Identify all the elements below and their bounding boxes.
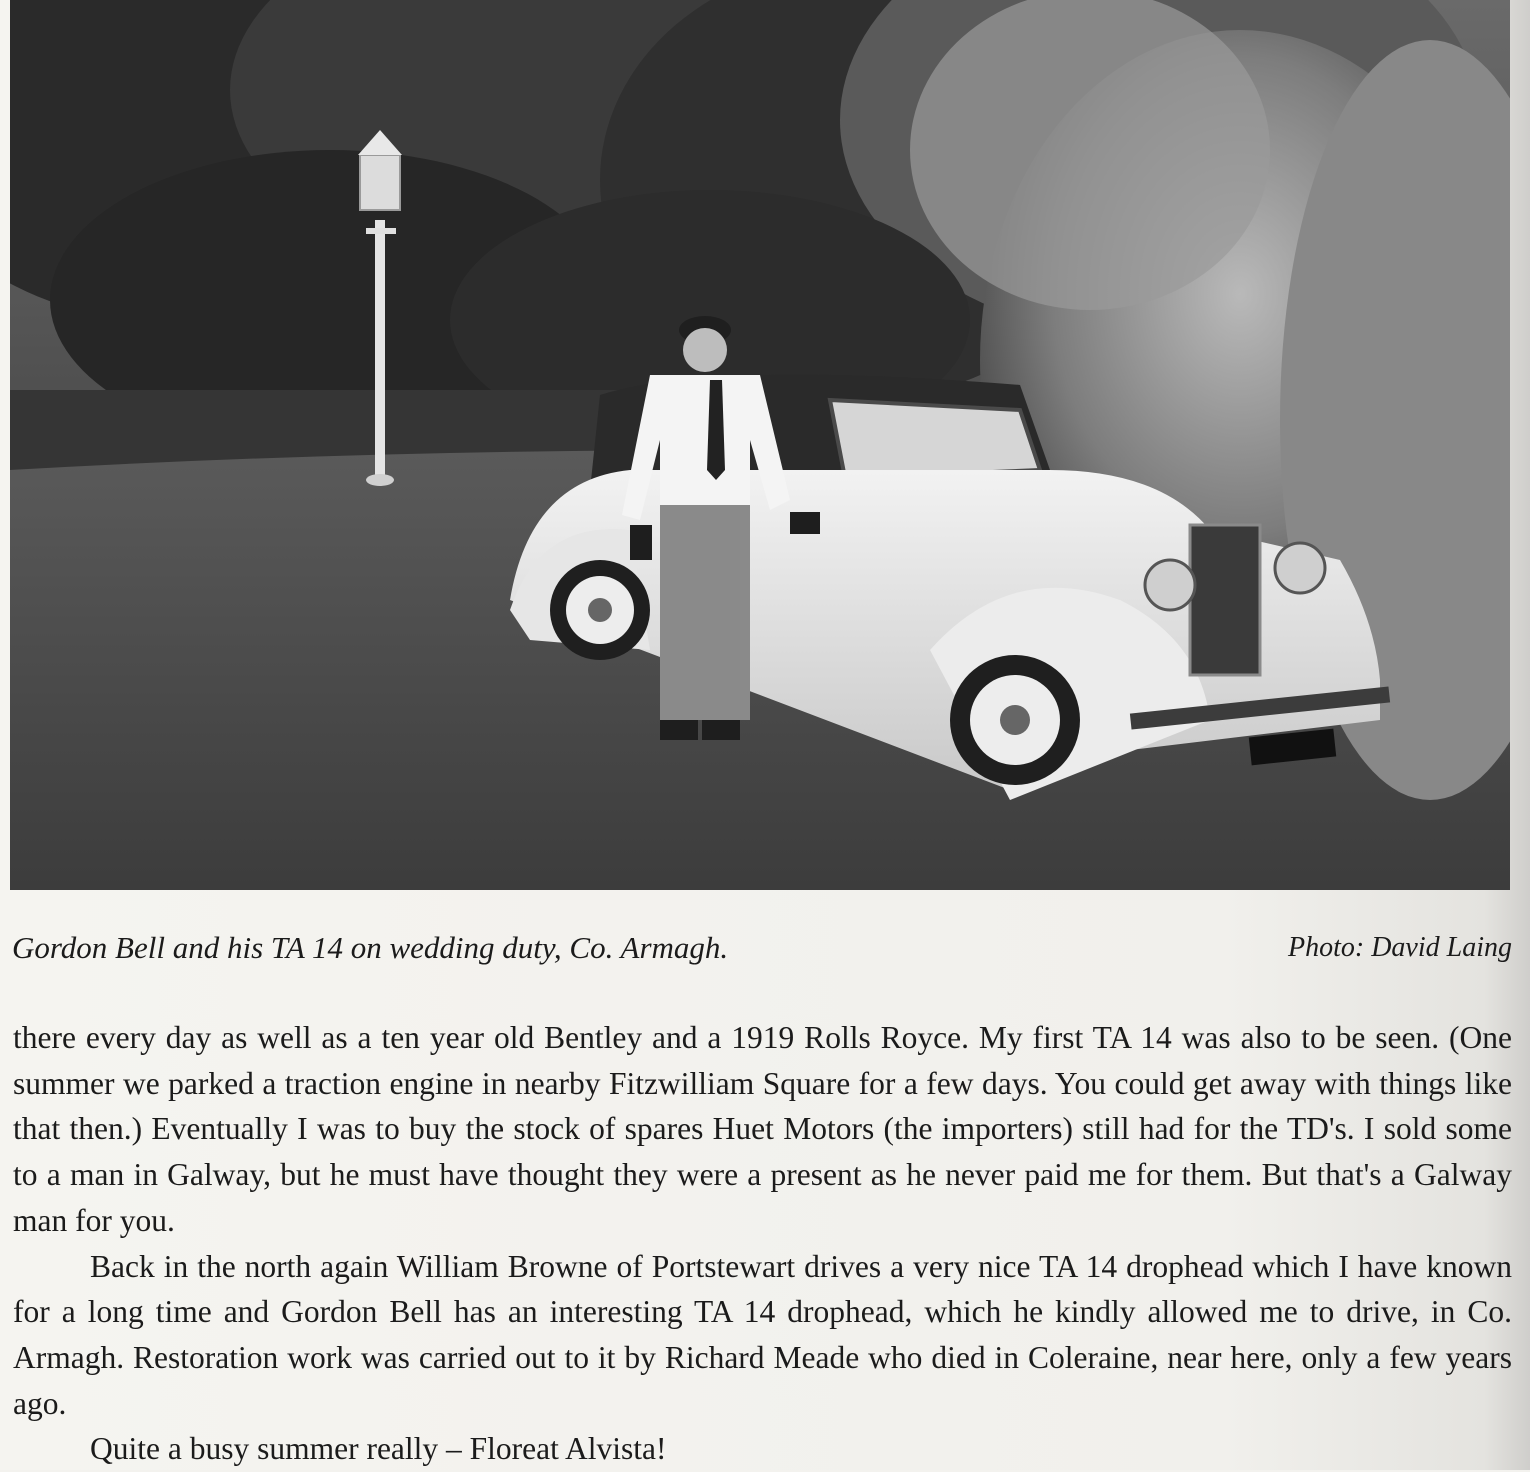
photo-caption: Gordon Bell and his TA 14 on wedding duty, Co. Armagh.: [12, 930, 729, 965]
photo-illustration: [10, 0, 1510, 890]
article-paragraph: Back in the north again William Browne of Portstewart drives a very nice TA 14 drophead which I have known for a long time and Gordon Bell has an interesting TA 14 drophead, which he kindly allowed me to drive, in Co. Armagh. Restoration work was carried out to it by Richard Meade who died in Coleraine, near here, only a few years ago.: [13, 1248, 1512, 1421]
photograph: [10, 0, 1510, 890]
photo-caption-row: [12, 930, 1512, 970]
article-body: [13, 1015, 1512, 1472]
article-paragraph: there every day as well as a ten year old Bentley and a 1919 Rolls Royce. My first TA 14 was also to be seen. (One summer we parked a traction engine in nearby Fitzwilliam Square for a few days. You could get away with things like that then.) Eventually I was to buy the stock of spares Huet Motors (the importers) still had for the TD's. I sold some to a man in Galway, but he must have thought they were a present as he never paid me for them. But that's a Galway man for you.: [13, 1020, 1512, 1238]
photo-credit: Photo: David Laing: [1288, 932, 1512, 963]
article-paragraph: Quite a busy summer really – Floreat Alvista!: [90, 1431, 667, 1467]
